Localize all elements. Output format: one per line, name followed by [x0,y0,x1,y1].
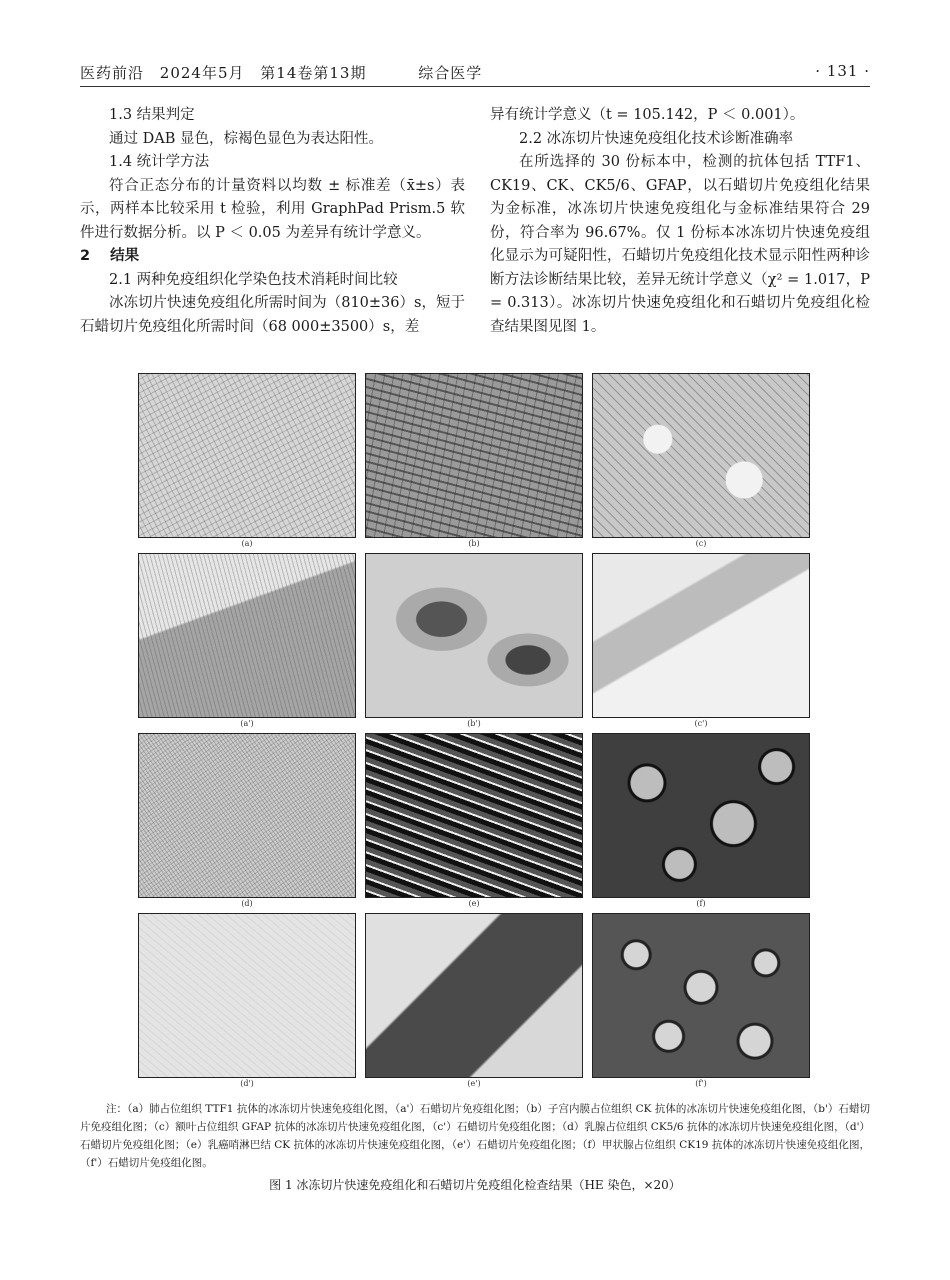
issue-date: 2024年5月 [159,64,245,82]
panel-b-prime [365,553,583,733]
heading-2-title: 结果 [110,248,140,264]
micrograph-image [138,553,356,718]
panel-label: (f) [696,899,706,908]
panel-label: (b') [467,719,481,728]
panel-e-prime [365,913,583,1093]
heading-2-1: 2.1 两种免疫组织化学染色技术消耗时间比较 [109,271,398,288]
panel-c-prime [592,553,810,733]
panel-d [138,733,356,913]
figure-title: 图 1 冰冻切片快速免疫组化和石蜡切片免疫组化检查结果（HE 染色，×20） [269,1178,681,1192]
figure-1 [138,373,811,1093]
panel-label: (c) [695,539,707,548]
journal-name: 医药前沿 [80,64,145,82]
right-column [490,104,870,339]
heading-2-2: 2.2 冰冻切片快速免疫组化技术诊断准确率 [519,130,794,147]
panel-f [592,733,810,913]
panel-label: (b) [468,539,480,548]
micrograph-image [592,373,810,538]
journal-info [80,62,492,83]
panel-d-prime [138,913,356,1093]
panel-label: (e') [467,1079,481,1088]
figure-note [80,1100,870,1172]
panel-label: (d') [240,1079,254,1088]
paragraph-2-1: 冰冻切片快速免疫组化所需时间为（810±36）s，短于石蜡切片免疫组化所需时间（68 000±3500）s，差 [80,295,465,335]
micrograph-image [592,913,810,1078]
paragraph-1-3: 通过 DAB 显色，棕褐色显色为表达阳性。 [109,130,383,147]
panel-label: (c') [694,719,708,728]
panel-f-prime [592,913,810,1093]
panel-a-prime [138,553,356,733]
paragraph-2-2: 在所选择的 30 份标本中，检测的抗体包括 TTF1、CK19、CK、CK5/6、GFAP，以石蜡切片免疫组化结果为金标准，冰冻切片快速免疫组化与金标准结果符合 29 份，符合率为 96.67%。仅 1 份标本冰冻切片快速免疫组化显示为可疑阳性，石蜡切片免疫组化技术显示阳性两种诊断方法诊断结果比较，差异无统计学意义（χ² = 1.017，P = 0.313）。冰冻切片快速免疫组化和石蜡切片免疫组化检查结果图见图 1。 [490,154,870,335]
micrograph-image [365,733,583,898]
panel-label: (f') [695,1079,707,1088]
volume-issue: 第14卷第13期 [260,64,367,82]
left-column [80,104,465,339]
figure-note-text: 注：（a）肺占位组织 TTF1 抗体的冰冻切片快速免疫组化图，（a'）石蜡切片免疫组化图；（b）子宫内膜占位组织 CK 抗体的冰冻切片快速免疫组化图，（b'）石蜡切片免疫组化图；（c）额叶占位组织 GFAP 抗体的冰冻切片快速免疫组化图，（c'）石蜡切片免疫组化图；（d）乳腺占位组织 CK5/6 抗体的冰冻切片快速免疫组化图，（d'）石蜡切片免疫组化图；（e）乳癌哨淋巴结 CK 抗体的冰冻切片快速免疫组化图，（e'）石蜡切片免疫组化图；（f）甲状腺占位组织 CK19 抗体的冰冻切片快速免疫组化图，（f'）石蜡切片免疫组化图。 [80,1103,870,1169]
micrograph-image [365,913,583,1078]
figure-grid [138,373,811,1093]
panel-label: (a) [241,539,253,548]
heading-2 [80,245,465,269]
panel-a [138,373,356,553]
micrograph-image [365,553,583,718]
micrograph-image [138,733,356,898]
page-header [80,62,870,87]
micrograph-image [138,913,356,1078]
heading-1-4: 1.4 统计学方法 [109,154,210,170]
page-number: · 131 · [815,62,870,80]
section-name: 综合医学 [418,64,483,82]
micrograph-image [365,373,583,538]
micrograph-image [592,553,810,718]
heading-2-number: 2 [80,248,91,264]
paragraph-1-4: 符合正态分布的计量资料以均数 ± 标准差（x̄±s）表示，两样本比较采用 t 检验，利用 GraphPad Prism.5 软件进行数据分析。以 P ＜ 0.05 为差异有统计学意义。 [80,177,465,241]
panel-e [365,733,583,913]
heading-1-3: 1.3 结果判定 [109,107,195,123]
paragraph-continued: 异有统计学意义（t = 105.142，P ＜ 0.001）。 [490,107,805,123]
panel-label: (e) [468,899,480,908]
micrograph-image [592,733,810,898]
micrograph-image [138,373,356,538]
panel-label: (a') [240,719,254,728]
panel-c [592,373,810,553]
panel-label: (d) [241,899,253,908]
panel-b [365,373,583,553]
